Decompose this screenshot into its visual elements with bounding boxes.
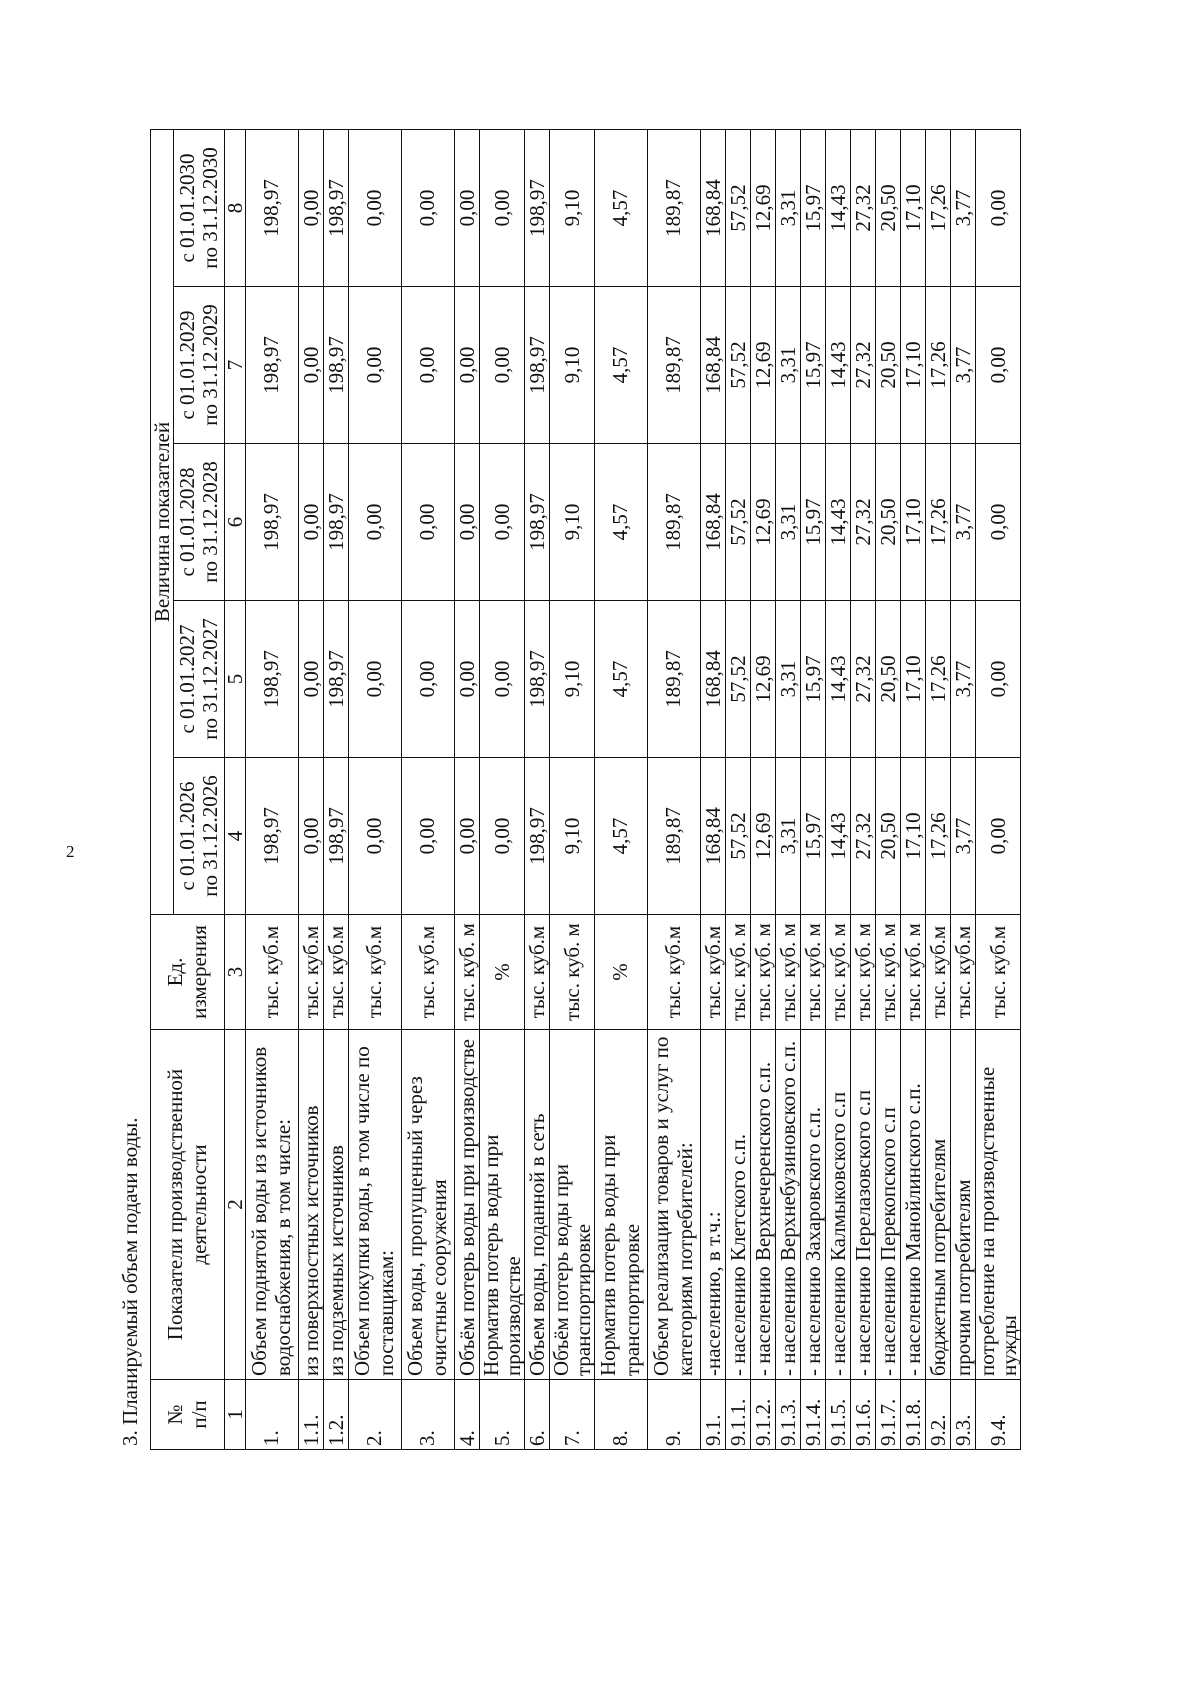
row-value: 0,00 (976, 129, 1021, 286)
row-unit: тыс. куб. м (801, 915, 826, 1030)
row-number: 8. (595, 1380, 648, 1450)
row-indicator: Объём потерь воды при производстве (455, 1030, 480, 1380)
row-value: 198,97 (525, 601, 550, 758)
row-number: 9.2. (926, 1380, 951, 1450)
table-row (550, 129, 595, 1449)
row-value: 3,77 (951, 758, 976, 915)
table-row (246, 129, 299, 1449)
row-number: 9.1.8. (901, 1380, 926, 1450)
row-number: 9.1.7. (876, 1380, 901, 1450)
row-value: 0,00 (349, 601, 402, 758)
column-index: 2 (225, 1030, 246, 1380)
table-row (826, 129, 851, 1449)
row-indicator: -населению, в т.ч.: (701, 1030, 726, 1380)
row-value: 17,10 (901, 444, 926, 601)
row-value: 14,43 (826, 129, 851, 286)
row-value: 15,97 (801, 758, 826, 915)
row-unit: тыс. куб. м (751, 915, 776, 1030)
row-number: 9.1. (701, 1380, 726, 1450)
row-value: 198,97 (324, 287, 349, 444)
row-value: 168,84 (701, 129, 726, 286)
row-unit: тыс. куб. м (455, 915, 480, 1030)
row-value: 17,10 (901, 758, 926, 915)
row-indicator: - населению Манойлинского с.п. (901, 1030, 926, 1380)
table-row (926, 129, 951, 1449)
row-unit: тыс. куб.м (324, 915, 349, 1030)
row-number: 4. (455, 1380, 480, 1450)
row-unit: тыс. куб.м (525, 915, 550, 1030)
row-value: 20,50 (876, 444, 901, 601)
row-value: 3,77 (951, 287, 976, 444)
row-value: 198,97 (324, 444, 349, 601)
row-indicator: Объем покупки воды, в том числе по поставщикам: (349, 1030, 402, 1380)
row-number: 2. (349, 1380, 402, 1450)
row-indicator: Норматив потерь воды при производстве (480, 1030, 525, 1380)
row-value: 9,10 (550, 129, 595, 286)
header-indicator: Показатели производственной деятельности (151, 1030, 225, 1380)
row-value: 0,00 (299, 287, 324, 444)
row-indicator: - населению Перекопского с.п (876, 1030, 901, 1380)
row-value: 0,00 (455, 758, 480, 915)
row-value: 27,32 (851, 444, 876, 601)
row-value: 0,00 (349, 758, 402, 915)
row-value: 9,10 (550, 287, 595, 444)
row-value: 198,97 (246, 129, 299, 286)
row-value: 0,00 (349, 129, 402, 286)
row-value: 198,97 (525, 444, 550, 601)
column-index: 6 (225, 444, 246, 601)
row-unit: тыс. куб. м (851, 915, 876, 1030)
row-value: 0,00 (976, 444, 1021, 601)
row-indicator: - населению Перелазовского с.п (851, 1030, 876, 1380)
row-unit: тыс. куб.м (951, 915, 976, 1030)
row-value: 3,31 (776, 758, 801, 915)
column-index: 7 (225, 287, 246, 444)
row-value: 17,26 (926, 287, 951, 444)
row-indicator: Объем воды, поданной в сеть (525, 1030, 550, 1380)
header-period: с 01.01.2026 по 31.12.2026 (174, 758, 225, 915)
row-indicator: прочим потребителям (951, 1030, 976, 1380)
row-value: 15,97 (801, 287, 826, 444)
row-value: 9,10 (550, 444, 595, 601)
row-value: 14,43 (826, 601, 851, 758)
row-value: 17,26 (926, 444, 951, 601)
row-indicator: - населению Захаровского с.п. (801, 1030, 826, 1380)
row-value: 17,10 (901, 287, 926, 444)
row-value: 15,97 (801, 129, 826, 286)
row-value: 17,26 (926, 129, 951, 286)
row-number: 9.1.1. (726, 1380, 751, 1450)
row-unit: тыс. куб. м (901, 915, 926, 1030)
table-row (976, 129, 1021, 1449)
row-unit: тыс. куб.м (246, 915, 299, 1030)
row-value: 189,87 (648, 444, 701, 601)
row-unit: тыс. куб.м (402, 915, 455, 1030)
row-value: 17,26 (926, 601, 951, 758)
row-value: 57,52 (726, 601, 751, 758)
row-value: 3,31 (776, 129, 801, 286)
row-value: 0,00 (299, 758, 324, 915)
row-value: 198,97 (246, 287, 299, 444)
table-row (455, 129, 480, 1449)
row-number: 5. (480, 1380, 525, 1450)
row-value: 0,00 (402, 601, 455, 758)
table-row (701, 129, 726, 1449)
row-value: 14,43 (826, 444, 851, 601)
row-indicator: потребление на производственные нужды (976, 1030, 1021, 1380)
row-number: 3. (402, 1380, 455, 1450)
row-value: 57,52 (726, 444, 751, 601)
row-value: 20,50 (876, 758, 901, 915)
header-period: с 01.01.2030 по 31.12.2030 (174, 129, 225, 286)
row-unit: тыс. куб.м (701, 915, 726, 1030)
row-indicator: - населению Клетского с.п. (726, 1030, 751, 1380)
row-value: 12,69 (751, 758, 776, 915)
row-value: 27,32 (851, 287, 876, 444)
row-unit: тыс. куб.м (976, 915, 1021, 1030)
table-row (876, 129, 901, 1449)
row-value: 0,00 (455, 287, 480, 444)
row-value: 198,97 (324, 758, 349, 915)
row-value: 12,69 (751, 601, 776, 758)
rotated-content (115, 110, 1090, 1450)
row-value: 3,31 (776, 287, 801, 444)
row-value: 27,32 (851, 758, 876, 915)
row-value: 4,57 (595, 601, 648, 758)
row-value: 0,00 (402, 758, 455, 915)
row-value: 189,87 (648, 601, 701, 758)
row-value: 0,00 (480, 444, 525, 601)
header-group: Величина показателей (151, 129, 174, 914)
row-value: 12,69 (751, 444, 776, 601)
row-unit: % (595, 915, 648, 1030)
row-value: 4,57 (595, 444, 648, 601)
row-number: 1.1. (299, 1380, 324, 1450)
row-unit: тыс. куб. м (826, 915, 851, 1030)
row-value: 189,87 (648, 758, 701, 915)
header-period: с 01.01.2027 по 31.12.2027 (174, 601, 225, 758)
table-row (901, 129, 926, 1449)
header-row-1 (151, 129, 174, 1449)
row-value: 0,00 (480, 758, 525, 915)
header-period: с 01.01.2029 по 31.12.2029 (174, 287, 225, 444)
row-value: 15,97 (801, 444, 826, 601)
header-num: № п/п (151, 1380, 225, 1450)
row-value: 0,00 (349, 444, 402, 601)
row-value: 20,50 (876, 287, 901, 444)
table-row (648, 129, 701, 1449)
row-value: 14,43 (826, 287, 851, 444)
row-unit: тыс. куб.м (349, 915, 402, 1030)
row-value: 198,97 (525, 129, 550, 286)
row-value: 9,10 (550, 758, 595, 915)
table-row (951, 129, 976, 1449)
table-row (324, 129, 349, 1449)
row-indicator: - населению Верхнечеренского с.п. (751, 1030, 776, 1380)
row-number: 1.2. (324, 1380, 349, 1450)
row-value: 3,31 (776, 601, 801, 758)
row-value: 0,00 (402, 287, 455, 444)
row-unit: тыс. куб. м (550, 915, 595, 1030)
row-value: 168,84 (701, 287, 726, 444)
row-value: 198,97 (246, 601, 299, 758)
row-indicator: - населению Верхнебузиновского с.п. (776, 1030, 801, 1380)
row-number: 7. (550, 1380, 595, 1450)
row-value: 198,97 (525, 287, 550, 444)
row-value: 0,00 (299, 129, 324, 286)
row-value: 9,10 (550, 601, 595, 758)
row-value: 17,10 (901, 129, 926, 286)
row-value: 14,43 (826, 758, 851, 915)
row-value: 198,97 (324, 601, 349, 758)
page-number: 2 (66, 842, 75, 861)
section-title: 3. Планируемый объем подачи воды. (118, 1117, 142, 1446)
row-value: 12,69 (751, 129, 776, 286)
row-value: 0,00 (402, 444, 455, 601)
row-value: 0,00 (299, 601, 324, 758)
table-row (776, 129, 801, 1449)
row-value: 198,97 (324, 129, 349, 286)
row-number: 9.1.6. (851, 1380, 876, 1450)
row-value: 0,00 (480, 287, 525, 444)
row-number: 1. (246, 1380, 299, 1450)
row-value: 27,32 (851, 129, 876, 286)
row-value: 57,52 (726, 287, 751, 444)
row-value: 57,52 (726, 758, 751, 915)
row-value: 0,00 (976, 758, 1021, 915)
row-unit: тыс. куб. м (876, 915, 901, 1030)
row-value: 3,77 (951, 601, 976, 758)
row-value: 168,84 (701, 758, 726, 915)
row-unit: тыс. куб.м (648, 915, 701, 1030)
row-value: 27,32 (851, 601, 876, 758)
row-value: 20,50 (876, 601, 901, 758)
row-value: 198,97 (246, 758, 299, 915)
row-value: 168,84 (701, 444, 726, 601)
row-unit: тыс. куб.м (299, 915, 324, 1030)
row-indicator: из подземных источников (324, 1030, 349, 1380)
header-period: с 01.01.2028 по 31.12.2028 (174, 444, 225, 601)
table-row (595, 129, 648, 1449)
row-value: 0,00 (299, 444, 324, 601)
column-index: 3 (225, 915, 246, 1030)
table-row (801, 129, 826, 1449)
row-value: 198,97 (525, 758, 550, 915)
row-value: 3,31 (776, 444, 801, 601)
row-unit: тыс. куб. м (776, 915, 801, 1030)
row-unit: тыс. куб. м (726, 915, 751, 1030)
row-value: 4,57 (595, 758, 648, 915)
row-value: 189,87 (648, 287, 701, 444)
row-indicator: бюджетным потребителям (926, 1030, 951, 1380)
table-row (851, 129, 876, 1449)
row-indicator: Объем поднятой воды из источников водоснабжения, в том числе: (246, 1030, 299, 1380)
row-value: 17,26 (926, 758, 951, 915)
row-number: 9.1.3. (776, 1380, 801, 1450)
row-indicator: Норматив потерь воды при транспортировке (595, 1030, 648, 1380)
row-value: 15,97 (801, 601, 826, 758)
row-value: 0,00 (480, 129, 525, 286)
row-value: 0,00 (349, 287, 402, 444)
row-value: 0,00 (976, 287, 1021, 444)
column-index: 1 (225, 1380, 246, 1450)
row-value: 0,00 (455, 601, 480, 758)
row-number: 9.3. (951, 1380, 976, 1450)
table-row (402, 129, 455, 1449)
row-value: 198,97 (246, 444, 299, 601)
row-value: 189,87 (648, 129, 701, 286)
row-unit: тыс. куб.м (926, 915, 951, 1030)
row-number: 9.4. (976, 1380, 1021, 1450)
row-unit: % (480, 915, 525, 1030)
row-indicator: Объем воды, пропущенный через очистные сооружения (402, 1030, 455, 1380)
row-value: 0,00 (976, 601, 1021, 758)
row-value: 3,77 (951, 129, 976, 286)
table-body (246, 129, 1021, 1449)
column-index-row (225, 129, 246, 1449)
table-row (726, 129, 751, 1449)
row-value: 0,00 (455, 444, 480, 601)
table-row (751, 129, 776, 1449)
water-supply-table (150, 129, 1021, 1450)
row-value: 0,00 (455, 129, 480, 286)
table-row (525, 129, 550, 1449)
row-number: 9.1.5. (826, 1380, 851, 1450)
table-row (299, 129, 324, 1449)
row-value: 0,00 (480, 601, 525, 758)
row-number: 6. (525, 1380, 550, 1450)
row-value: 3,77 (951, 444, 976, 601)
row-indicator: Объем реализации товаров и услуг по категориям потребителей: (648, 1030, 701, 1380)
row-value: 57,52 (726, 129, 751, 286)
row-value: 20,50 (876, 129, 901, 286)
row-indicator: из поверхностных источников (299, 1030, 324, 1380)
row-indicator: - населению Калмыковского с.п (826, 1030, 851, 1380)
row-number: 9.1.4. (801, 1380, 826, 1450)
row-number: 9.1.2. (751, 1380, 776, 1450)
table-row (349, 129, 402, 1449)
row-value: 168,84 (701, 601, 726, 758)
table-row (480, 129, 525, 1449)
row-value: 4,57 (595, 287, 648, 444)
row-value: 0,00 (402, 129, 455, 286)
row-indicator: Объём потерь воды при транспортировке (550, 1030, 595, 1380)
column-index: 8 (225, 129, 246, 286)
row-value: 4,57 (595, 129, 648, 286)
row-value: 12,69 (751, 287, 776, 444)
column-index: 4 (225, 758, 246, 915)
row-value: 17,10 (901, 601, 926, 758)
header-unit: Ед. измерения (151, 915, 225, 1030)
row-number: 9. (648, 1380, 701, 1450)
column-index: 5 (225, 601, 246, 758)
